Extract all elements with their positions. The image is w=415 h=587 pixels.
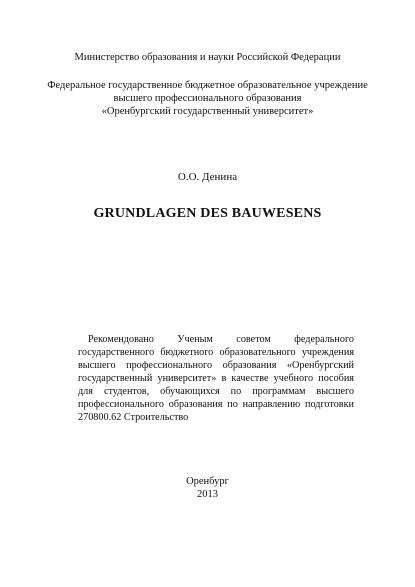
- institution-line-3: «Оренбургский государственный университет»: [101, 106, 314, 118]
- publication-city: Оренбург: [186, 476, 229, 487]
- institution-block: [0, 79, 415, 119]
- publication-year: 2013: [197, 489, 218, 500]
- institution-line-1: Федеральное государственное бюджетное образовательное учреждение: [47, 80, 368, 91]
- institution-line-2: высшего профессионального образования: [113, 93, 302, 105]
- ministry-line: Министерство образования и науки Российской Федерации: [74, 52, 341, 63]
- document-title: GRUNDLAGEN DES BAUWESENS: [93, 206, 322, 221]
- author-name: О.О. Денина: [177, 171, 238, 183]
- recommendation-text: Рекомендовано Ученым советом федерального государственного бюджетного образовательного учреждения высшего профессионального образования «Оренбургский государственный университет» в качестве учебного пособия для студентов, обучающихся по программам высшего профессионального образования по направлению подготовки 270800.62 Строительство: [78, 334, 354, 423]
